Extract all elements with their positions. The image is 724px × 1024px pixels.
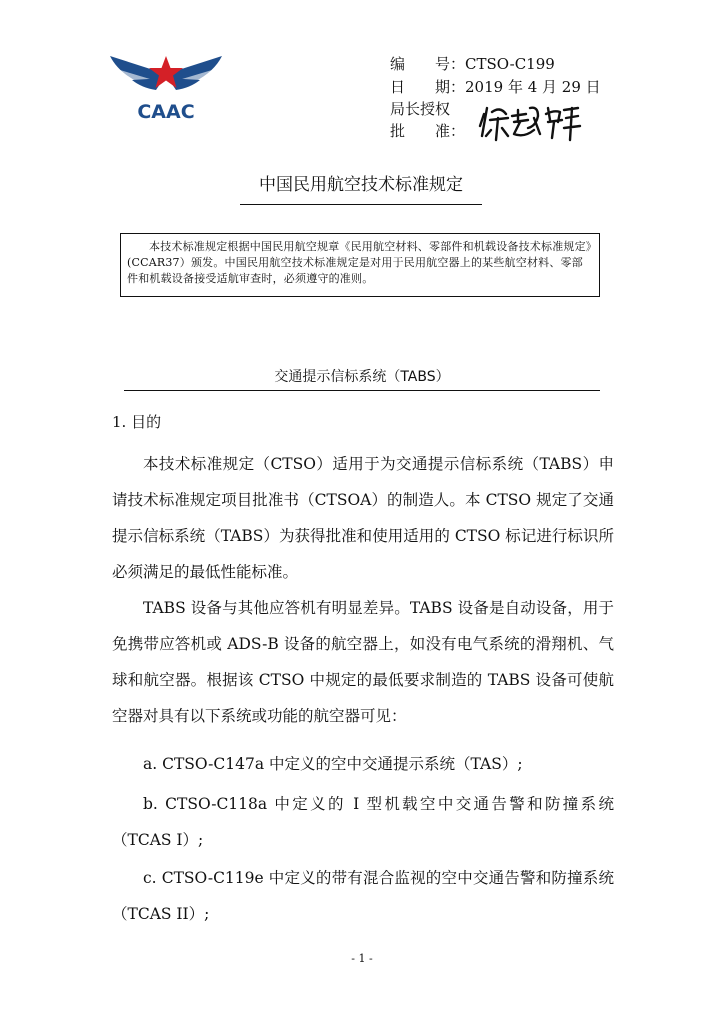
caac-logo <box>108 52 224 122</box>
main-title: 中国民用航空技术标准规定 <box>259 175 463 195</box>
authorization-label: 局长授权 <box>390 100 451 118</box>
document-date <box>390 76 601 98</box>
date-label: 日 期： <box>390 78 466 96</box>
date-value: 2019 年 4 月 29 日 <box>465 78 601 96</box>
approval-label: 批 准： <box>390 122 466 140</box>
notice-box: 本技术标准规定根据中国民用航空规章《民用航空材料、零部件和机载设备技术标准规定》(CCAR37）颁发。中国民用航空技术标准规定是对用于民用航空器上的某些航空材料、零部件和机载设备接受适航审查时，必须遵守的准则。 <box>120 233 600 297</box>
section-title: 交通提示信标系统（TABS） <box>274 369 450 385</box>
number-value: CTSO-C199 <box>465 55 555 73</box>
paragraph-1: 本技术标准规定（CTSO）适用于为交通提示信标系统（TABS）申请技术标准规定项目批准书（CTSOA）的制造人。本 CTSO 规定了交通提示信标系统（TABS）为获得批准和使用适用的 CTSO 标记进行标识所必须满足的最低性能标准。 <box>112 455 614 581</box>
page-number: - 1 - <box>351 952 373 965</box>
paragraph-2: TABS 设备与其他应答机有明显差异。TABS 设备是自动设备，用于免携带应答机或 ADS-B 设备的航空器上，如没有电气系统的滑翔机、气球和航空器。根据该 CTSO 中规定的最低要求制造的 TABS 设备可使航空器对具有以下系统或功能的航空器可见： <box>112 599 614 725</box>
heading-purpose: 1. 目的 <box>112 413 162 431</box>
list-item-a: a. CTSO-C147a 中定义的空中交通提示系统（TAS）; <box>143 755 523 773</box>
handwritten-signature <box>478 100 582 144</box>
list-item-b: b. CTSO-C118a 中定义的 I 型机载空中交通告警和防撞系统（TCAS I）; <box>112 795 614 849</box>
section-underline <box>124 390 600 391</box>
list-item-c: c. CTSO-C119e 中定义的带有混合监视的空中交通告警和防撞系统（TCAS II）; <box>112 869 614 923</box>
logo-text: CAAC <box>137 101 195 122</box>
number-label: 编 号： <box>390 55 466 73</box>
title-underline <box>240 204 482 205</box>
document-number <box>390 53 555 75</box>
